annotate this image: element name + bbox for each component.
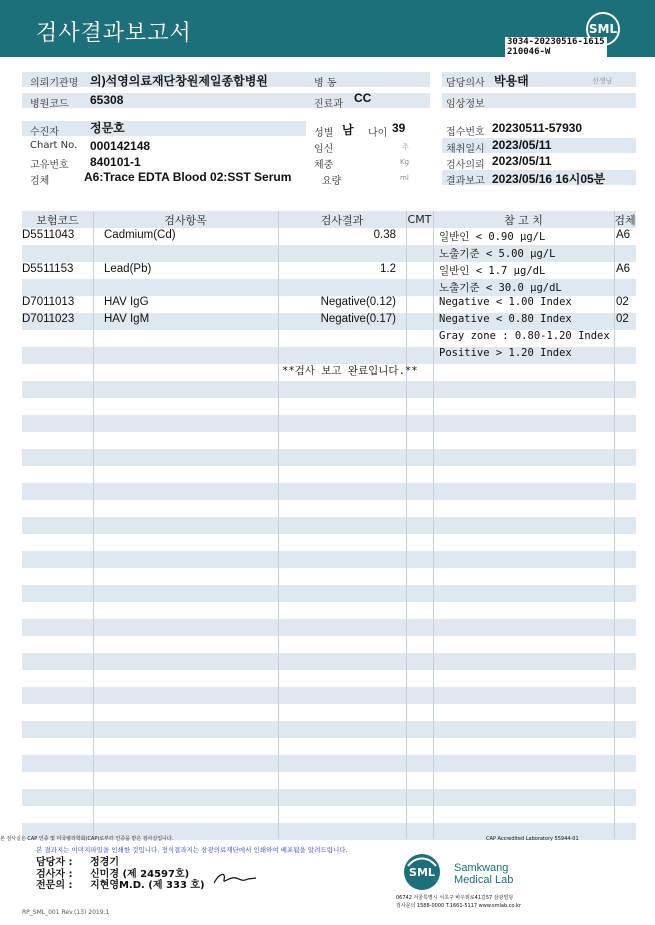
table-row-result: Negative(0.17) bbox=[320, 313, 396, 325]
table-row-item: Cadmium(Cd) bbox=[104, 229, 176, 241]
form-code: RP_SML_001 Rev.(13) 2019.1 bbox=[22, 909, 110, 916]
request-date: 2023/05/11 bbox=[492, 154, 552, 168]
age-label: 나이 bbox=[368, 128, 388, 139]
report-datetime: 2023/05/16 16시05분 bbox=[492, 172, 606, 186]
table-row-result: 0.38 bbox=[373, 229, 396, 241]
examiner-label: 검사자 : bbox=[36, 869, 73, 880]
patient-name: 정문호 bbox=[90, 121, 125, 135]
table-row-ref: 일반인 < 1.7 μg/dL bbox=[439, 265, 546, 277]
cap-accreditation: CAP Accredited Laboratory 55944-01 bbox=[486, 836, 579, 842]
col-header-reference: 참 고 치 bbox=[504, 213, 543, 227]
table-row-code: D5511153 bbox=[22, 263, 74, 275]
table-row-ref: Positive > 1.20 Index bbox=[439, 347, 572, 359]
table-row-item: HAV IgM bbox=[104, 313, 150, 325]
col-header-result: 검사결과 bbox=[320, 213, 364, 227]
table-row-item: HAV IgG bbox=[104, 296, 149, 308]
doctor-label: 담당의사 bbox=[446, 78, 485, 89]
company-name: Samkwang Medical Lab bbox=[454, 862, 514, 886]
weight-label: 체중 bbox=[314, 160, 334, 171]
manager-label: 담당자 : bbox=[36, 857, 73, 868]
sex-value: 남 bbox=[342, 123, 354, 137]
table-row-code: D7011023 bbox=[22, 313, 75, 325]
table-row-ref: Negative < 1.00 Index bbox=[439, 296, 572, 308]
collect-label: 채취일시 bbox=[446, 144, 485, 155]
manager-name: 정경기 bbox=[90, 857, 119, 868]
hospital-code: 65308 bbox=[90, 93, 124, 107]
request-label: 검사의뢰 bbox=[446, 160, 485, 171]
unique-number: 840101-1 bbox=[90, 155, 141, 169]
table-row-ref: Gray zone : 0.80-1.20 Index bbox=[439, 330, 610, 342]
sex-label: 성별 bbox=[314, 128, 334, 139]
specimen-value: A6:Trace EDTA Blood 02:SST Serum bbox=[84, 170, 292, 184]
weight-unit: Kg bbox=[400, 158, 410, 166]
pregnancy-unit: 주 bbox=[402, 143, 409, 151]
chart-number: 000142148 bbox=[90, 139, 151, 153]
chart-label: Chart No. bbox=[30, 140, 78, 151]
receipt-number: 20230511-57930 bbox=[492, 121, 583, 135]
table-row-result: Negative(0.12) bbox=[320, 296, 396, 308]
doctor-name: 박용태 bbox=[494, 74, 529, 88]
unique-label: 고유번호 bbox=[30, 160, 69, 171]
company-contact: 검사문의 1588-0000 T.1661-5117 www.smlab.co.kr bbox=[396, 903, 521, 909]
table-row-ref: 노출기준 < 30.0 μg/dL bbox=[439, 282, 562, 294]
table-row-specimen: A6 bbox=[616, 263, 631, 275]
table-row-ref: 노출기준 < 5.00 μg/L bbox=[439, 248, 556, 260]
urine-label: 요량 bbox=[322, 176, 342, 187]
table-row-result: 1.2 bbox=[380, 263, 396, 275]
age-value: 39 bbox=[392, 121, 406, 135]
table-row-specimen: A6 bbox=[616, 229, 631, 241]
table-row-code: D7011013 bbox=[22, 296, 75, 308]
hospital-label: 의뢰기관명 bbox=[30, 78, 79, 89]
sml-logo-icon: SML bbox=[586, 12, 620, 46]
report-id: 3034-20230516-1615 210046-W bbox=[507, 37, 605, 57]
pregnancy-label: 임신 bbox=[314, 144, 334, 155]
col-header-cmt: CMT bbox=[407, 213, 432, 226]
table-row-ref: 일반인 < 0.90 μg/L bbox=[439, 231, 546, 243]
field-bg bbox=[22, 121, 306, 136]
doctor-suffix: 선생님 bbox=[592, 77, 613, 85]
hospital-name: 의)석영의료재단창원제일종합병원 bbox=[90, 74, 268, 88]
specialist-label: 전문의 : bbox=[36, 880, 73, 891]
specimen-label: 검체 bbox=[30, 176, 50, 187]
collect-date: 2023/05/11 bbox=[492, 138, 552, 152]
table-row-specimen: 02 bbox=[616, 313, 629, 325]
examiner-name: 신미경 (제 24597호) bbox=[90, 869, 190, 880]
table-row-item: Lead(Pb) bbox=[104, 263, 152, 275]
company-address: 06742 서울특별시 서초구 바우뫼로41길57 삼광빌딩 bbox=[396, 895, 514, 901]
signature-icon bbox=[212, 870, 258, 886]
specialist-name: 지현영M.D. (제 333 호) bbox=[90, 880, 205, 891]
col-header-code: 보험코드 bbox=[36, 213, 79, 227]
hospital-code-label: 병원코드 bbox=[30, 99, 69, 110]
completion-note: **검사 보고 완료입니다.** bbox=[282, 365, 418, 377]
col-header-item: 검사항목 bbox=[164, 213, 207, 227]
urine-unit: ml bbox=[400, 174, 409, 182]
receipt-label: 접수번호 bbox=[446, 127, 485, 138]
cap-fine-print: 본 검사실은 CAP 인증 및 미국병리학회(CAP)로부터 인증을 받은 검사실입니다. bbox=[0, 836, 174, 842]
col-header-specimen: 검체 bbox=[614, 213, 636, 227]
report-title: 검사결과보고서 bbox=[36, 21, 192, 46]
table-row-specimen: 02 bbox=[616, 296, 629, 308]
clinical-label: 임상정보 bbox=[446, 99, 485, 110]
table-row-ref: Negative < 0.80 Index bbox=[439, 313, 572, 325]
report-label: 결과보고 bbox=[446, 176, 485, 187]
dept-label: 진료과 bbox=[314, 99, 343, 110]
patient-label: 수진자 bbox=[30, 127, 59, 138]
company-logo-text: SML bbox=[409, 866, 435, 879]
dept-value: CC bbox=[354, 91, 372, 105]
table-row-code: D5511043 bbox=[22, 229, 75, 241]
ward-label: 병 동 bbox=[314, 78, 337, 89]
notice-line: 본 결과지는 이미지파일을 인쇄한 것입니다. 정식결과지는 삼광의료재단에서 인쇄하여 배포됨을 알려드립니다. bbox=[36, 846, 348, 854]
